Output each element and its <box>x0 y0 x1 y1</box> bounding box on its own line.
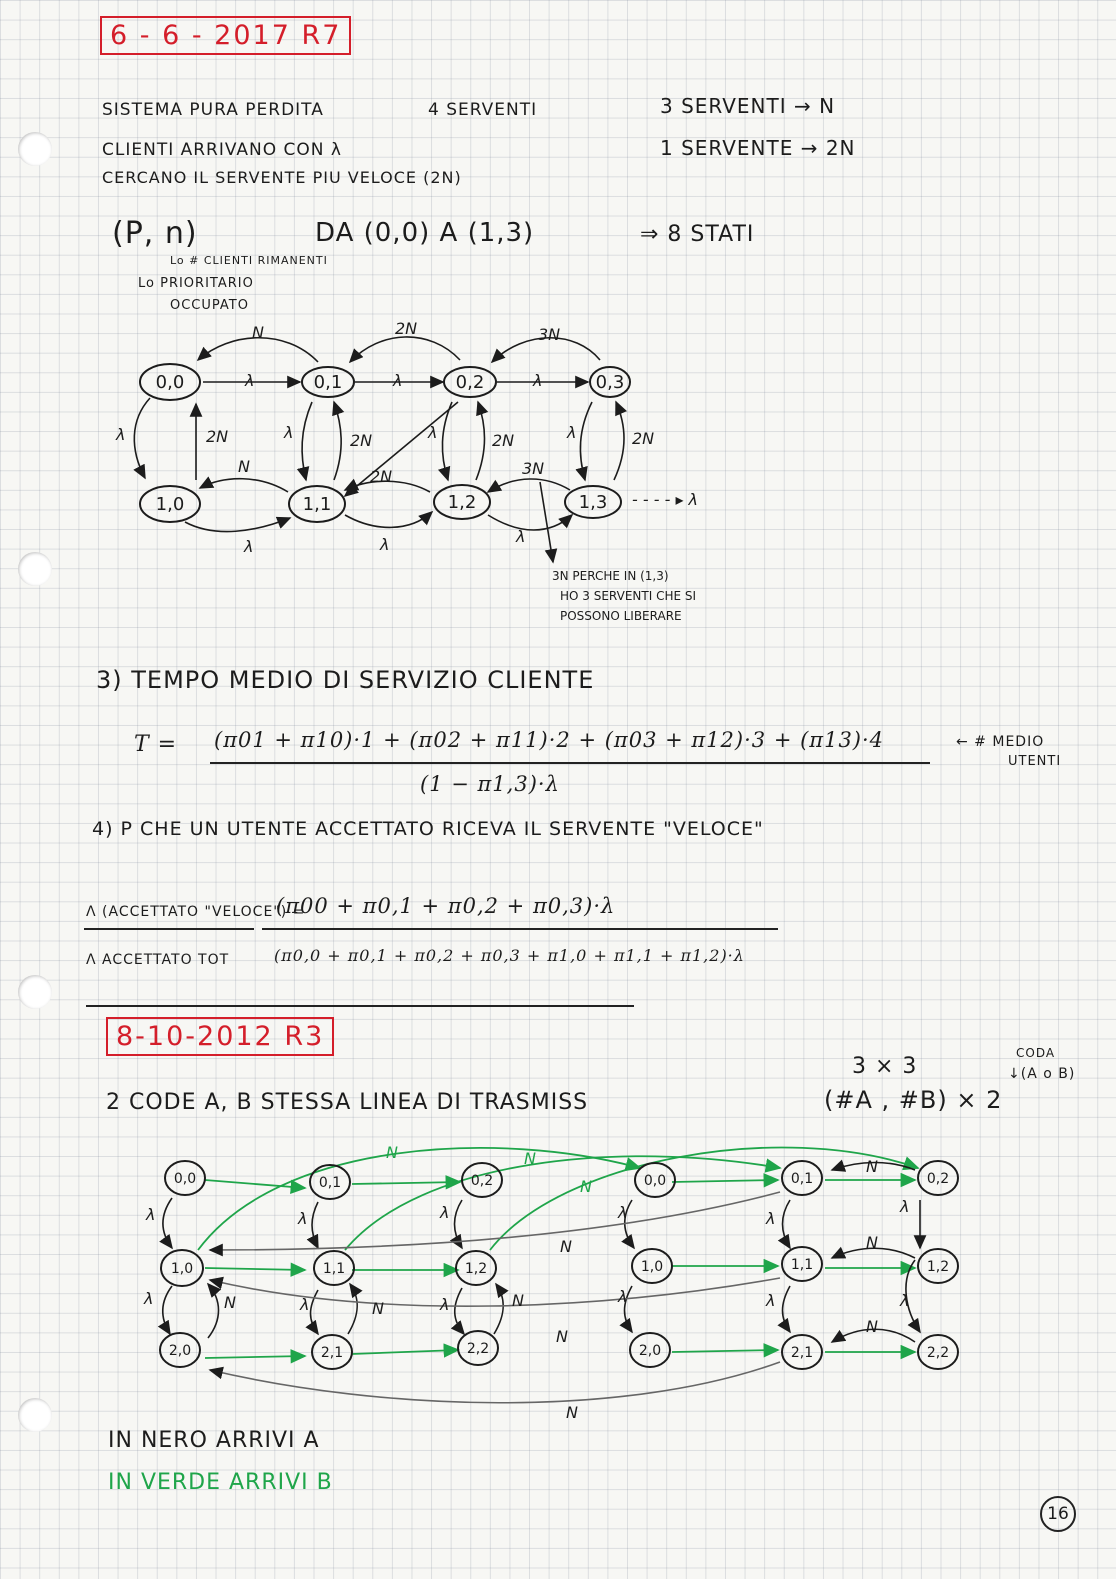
rate-label: 2N <box>492 431 515 450</box>
arrival-description: CLIENTI ARRIVANO CON λ <box>102 140 342 160</box>
queue-note: ↓(A o B) <box>1008 1066 1076 1082</box>
state-count: ⇒ 8 STATI <box>640 222 755 247</box>
server-count: 4 SERVENTI <box>428 100 538 120</box>
formula-lambda-numerator: (π00 + π0,1 + π0,2 + π0,3)·λ <box>276 894 616 918</box>
rate-label: λ <box>298 1209 308 1228</box>
rate-label: λ <box>380 535 390 554</box>
rate-label: λ <box>766 1209 776 1228</box>
state-range: DA (0,0) A (1,3) <box>315 218 535 248</box>
rate-label: λ <box>284 423 294 442</box>
note-busy: OCCUPATO <box>170 298 249 313</box>
rate-label: N <box>372 1299 384 1318</box>
state-node: 2,2 <box>926 1345 950 1361</box>
rate-label: λ <box>516 527 526 546</box>
legend-black: IN NERO ARRIVI A <box>108 1428 320 1453</box>
state-node: 1,2 <box>926 1259 950 1275</box>
rate-label: N <box>580 1177 592 1196</box>
state-diagram-1 <box>0 310 1116 640</box>
state-node: 2,1 <box>320 1345 344 1361</box>
state-node: 0,1 <box>318 1175 342 1191</box>
rate-label: 2N <box>370 467 393 486</box>
note-remaining-clients: Lo # CLIENTI RIMANENTI <box>170 254 328 267</box>
mean-users-note: UTENTI <box>1008 754 1062 769</box>
rate-label: 2N <box>350 431 373 450</box>
question-4-title: 4) P CHE UN UTENTE ACCETTATO RICEVA IL SERVENTE "VELOCE" <box>92 818 764 840</box>
note-3n: 3N PERCHE IN (1,3) <box>552 569 669 583</box>
formula-lambda-denominator: (π0,0 + π0,1 + π0,2 + π0,3 + π1,0 + π1,1 + π1,2)·λ <box>274 946 745 965</box>
rate-label: λ <box>116 425 126 444</box>
state-node: 1,1 <box>790 1257 814 1273</box>
state-node: 0,1 <box>790 1171 814 1187</box>
legend-green: IN VERDE ARRIVI B <box>108 1470 333 1495</box>
state-node: 2,0 <box>168 1343 192 1359</box>
state-tuple: (#A , #B) × 2 <box>824 1086 1003 1114</box>
system-description: SISTEMA PURA PERDITA <box>102 100 324 120</box>
rate-label: λ <box>618 1203 628 1222</box>
rate-label: λ <box>393 371 403 390</box>
state-node: 2,1 <box>790 1345 814 1361</box>
rate-label: λ <box>144 1289 154 1308</box>
rate-label: 2N <box>632 429 655 448</box>
rate-label: λ <box>245 371 255 390</box>
state-node: 0,3 <box>595 372 625 393</box>
rate-label: N <box>866 1157 878 1176</box>
state-node: 1,0 <box>170 1261 194 1277</box>
state-node: 2,0 <box>638 1343 662 1359</box>
binder-hole <box>18 975 52 1009</box>
rate-label: λ <box>300 1295 310 1314</box>
fraction-bar <box>262 928 778 930</box>
rate-label: 3N <box>538 325 561 344</box>
rate-label: λ <box>440 1203 450 1222</box>
rate-label: N <box>524 1149 536 1168</box>
state-node: 0,2 <box>926 1171 950 1187</box>
page-number: 16 <box>1040 1496 1076 1532</box>
mean-users-note: ← # MEDIO <box>956 734 1045 750</box>
rate-label: N <box>252 323 264 342</box>
rate-label: λ <box>533 371 543 390</box>
fast-server-note: 1 SERVENTE → 2N <box>660 136 856 160</box>
fraction-bar <box>210 762 930 764</box>
rate-label: λ <box>900 1291 910 1310</box>
queues-description: 2 CODE A, B STESSA LINEA DI TRASMISS <box>106 1090 589 1115</box>
state-node: 0,1 <box>313 372 343 393</box>
rate-label: N <box>866 1317 878 1336</box>
state-node: 1,0 <box>640 1259 664 1275</box>
rate-label: N <box>386 1143 398 1162</box>
rate-label: λ <box>567 423 577 442</box>
rate-label: N <box>224 1293 236 1312</box>
note-priority: Lo PRIORITARIO <box>138 276 254 291</box>
formula-t-numerator: (π01 + π10)·1 + (π02 + π11)·2 + (π03 + π12)·3 + (π13)·4 <box>214 728 885 752</box>
state-node: 1,2 <box>464 1261 488 1277</box>
rate-label: λ <box>900 1197 910 1216</box>
state-diagram-2 <box>0 1120 1116 1420</box>
state-definition: (P, n) <box>112 216 198 251</box>
state-node: 0,0 <box>155 372 185 393</box>
question-3-title: 3) TEMPO MEDIO DI SERVIZIO CLIENTE <box>96 666 595 694</box>
note-3n: HO 3 SERVENTI CHE SI <box>560 589 697 603</box>
rate-label: - - - - ▸ λ <box>632 490 699 509</box>
fraction-bar <box>84 928 254 930</box>
fast-server-rule: CERCANO IL SERVENTE PIU VELOCE (2N) <box>102 168 462 187</box>
rate-label: N <box>556 1327 568 1346</box>
rate-label: 3N <box>522 459 545 478</box>
state-node: 1,0 <box>155 494 185 515</box>
queue-note: CODA <box>1016 1046 1056 1060</box>
state-node: 2,2 <box>466 1341 490 1357</box>
state-node: 1,1 <box>322 1261 346 1277</box>
rate-label: N <box>512 1291 524 1310</box>
rate-label: 2N <box>395 319 418 338</box>
state-node: 0,2 <box>455 372 485 393</box>
state-node: 0,0 <box>173 1171 197 1187</box>
section-divider <box>86 1005 634 1007</box>
formula-lambda-lhs-den: Λ ACCETTATO TOT <box>86 952 230 968</box>
state-node: 1,2 <box>447 492 477 513</box>
state-node: 1,3 <box>578 492 608 513</box>
rate-label: λ <box>146 1205 156 1224</box>
formula-t-lhs: T = <box>134 732 178 757</box>
rate-label: N <box>560 1237 572 1256</box>
rate-label: λ <box>440 1295 450 1314</box>
formula-t-denominator: (1 − π1,3)·λ <box>420 772 560 796</box>
rate-label: λ <box>766 1291 776 1310</box>
state-node: 0,2 <box>470 1173 494 1189</box>
rate-label: 2N <box>206 427 229 446</box>
binder-hole <box>18 132 52 166</box>
section2-title: 8-10-2012 R3 <box>106 1017 334 1056</box>
state-node: 0,0 <box>643 1173 667 1189</box>
state-dims: 3 × 3 <box>852 1054 918 1079</box>
rate-label: λ <box>428 423 438 442</box>
rate-label: N <box>566 1403 578 1420</box>
rate-label: λ <box>618 1287 628 1306</box>
state-node: 1,1 <box>302 494 332 515</box>
formula-lambda-lhs-num: Λ (ACCETTATO "VELOCE") = <box>86 904 306 920</box>
rate-label: N <box>238 457 250 476</box>
rate-label: λ <box>244 537 254 556</box>
slow-servers-note: 3 SERVENTI → N <box>660 94 836 118</box>
note-3n: POSSONO LIBERARE <box>560 609 682 623</box>
section1-title: 6 - 6 - 2017 R7 <box>100 16 351 55</box>
rate-label: N <box>866 1233 878 1252</box>
